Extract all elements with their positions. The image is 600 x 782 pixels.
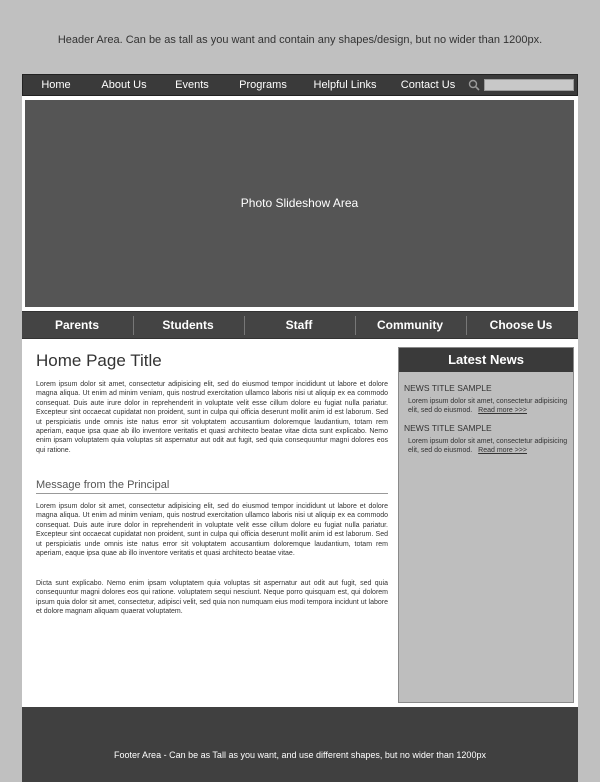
news-summary <box>408 437 570 455</box>
category-nav <box>22 311 578 339</box>
search-input[interactable] <box>484 79 574 91</box>
nav-item-home[interactable]: Home <box>41 79 71 91</box>
nav-item-helpful-links[interactable]: Helpful Links <box>313 79 377 91</box>
category-choose-us[interactable]: Choose Us <box>489 318 553 332</box>
latest-news-heading: Latest News <box>399 348 573 372</box>
read-more-link[interactable]: Read more >>> <box>478 407 527 414</box>
latest-news-sidebar <box>398 347 574 703</box>
page-title: Home Page Title <box>36 351 162 370</box>
footer-area <box>22 707 578 782</box>
news-title: NEWS TITLE SAMPLE <box>404 383 492 393</box>
main-nav <box>22 74 578 96</box>
news-text: Lorem ipsum dolor sit amet, consectetur adipisicing elit, sed do eiusmod. <box>408 398 568 414</box>
section-heading: Message from the Principal <box>36 479 388 494</box>
news-title: NEWS TITLE SAMPLE <box>404 423 492 433</box>
nav-item-events[interactable]: Events <box>175 79 209 91</box>
nav-item-contact-us[interactable]: Contact Us <box>400 79 456 91</box>
header-area-text: Header Area. Can be as tall as you want and contain any shapes/design, but no wider than 1200px. <box>57 34 543 46</box>
search-icon[interactable] <box>468 79 480 91</box>
message-paragraph-2: Dicta sunt explicabo. Nemo enim ipsam voluptatem quia voluptas sit aspernatur aut odit aut fugit, sed quia consequuntur magni dolores eos qui ratione. voluptatem sequi nesciunt. Neque porro quisquam est, qui dolorem ipsum quia dolor sit amet, consectetur, adipisci velit, sed quia non numquam eius modi tempora incidunt ut labore et dolore magnam aliquam quaerat voluptatem. <box>36 580 388 616</box>
nav-item-about-us[interactable]: About Us <box>101 79 147 91</box>
page-container <box>22 74 578 782</box>
main-content <box>22 339 394 707</box>
news-text: Lorem ipsum dolor sit amet, consectetur adipisicing elit, sed do eiusmod. <box>408 438 568 454</box>
read-more-link[interactable]: Read more >>> <box>478 447 527 454</box>
category-staff[interactable]: Staff <box>285 318 313 332</box>
photo-slideshow[interactable]: Photo Slideshow Area <box>25 100 574 307</box>
intro-paragraph: Lorem ipsum dolor sit amet, consectetur adipisicing elit, sed do eiusmod tempor incididunt ut labore et dolore magna aliqua. Ut enim ad minim veniam, quis nostrud exercitation ullamco laboris nisi ut aliquip ex ea commodo consequat. Duis aute irure dolor in reprehenderit in voluptate velit esse cillum dolore eu fugiat nulla pariatur. Excepteur sint occaecat cupidatat non proident, sunt in culpa qui officia deserunt mollit anim id est laborum. Sed ut perspiciatis unde omnis iste natus error sit voluptatem accusantium doloremque laudantium, totam rem aperiam, eaque ipsa quae ab illo inventore veritatis et quasi architecto beatae vitae dicta sunt explicabo. Nemo enim ipsam voluptatem quia voluptas sit aspernatur aut odit aut fugit, sed quia consequuntur magni dolores eos qui ratione. <box>36 381 388 454</box>
nav-item-programs[interactable]: Programs <box>239 79 287 91</box>
footer-text: Footer Area - Can be as Tall as you want, and use different shapes, but no wider than 1200px <box>114 750 486 760</box>
category-students[interactable]: Students <box>162 318 214 332</box>
news-summary <box>408 397 570 415</box>
message-paragraph-1: Lorem ipsum dolor sit amet, consectetur adipisicing elit, sed do eiusmod tempor incididunt ut labore et dolore magna aliqua. Ut enim ad minim veniam, quis nostrud exercitation ullamco laboris nisi ut aliquip ex ea commodo consequat. Duis aute irure dolor in reprehenderit in voluptate velit esse cillum dolore eu fugiat nulla pariatur. Excepteur sint occaecat cupidatat non proident, sunt in culpa qui officia deserunt mollit anim id est laborum. Sed ut perspiciatis unde omnis iste natus error sit voluptatem accusantium doloremque laudantium, totam rem aperiam, eaque ipsa quae ab illo inventore veritatis et quasi architecto beatae vitae. <box>36 503 388 558</box>
category-parents[interactable]: Parents <box>54 318 100 332</box>
category-community[interactable]: Community <box>377 318 443 332</box>
